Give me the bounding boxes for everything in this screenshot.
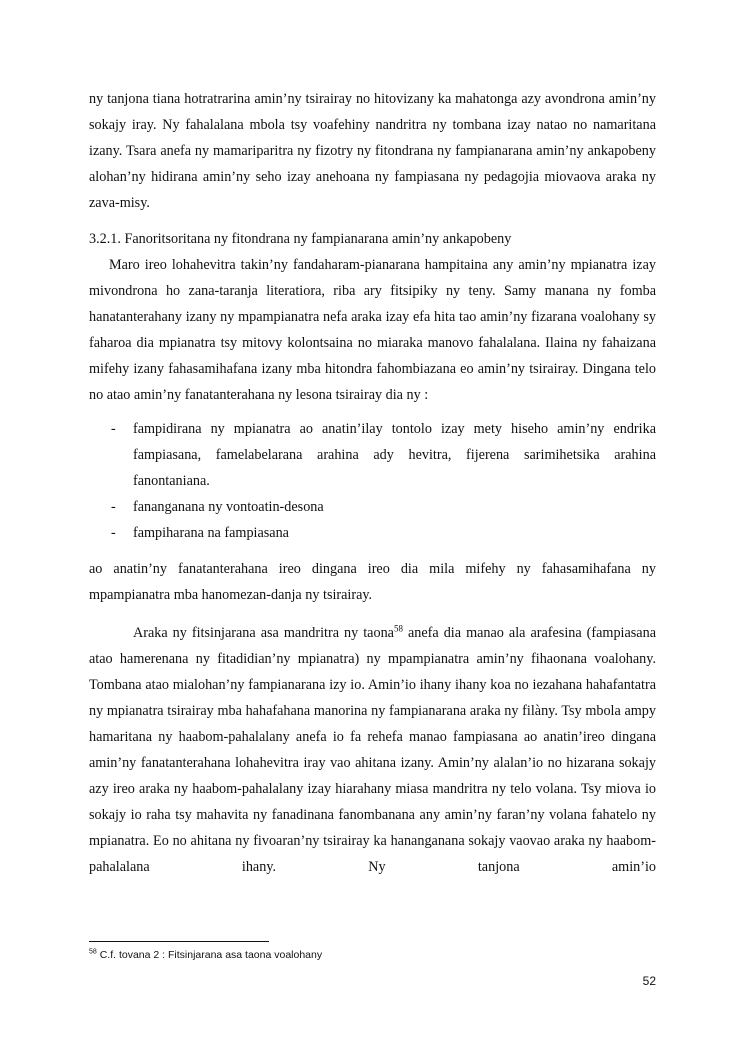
section-heading: 3.2.1. Fanoritsoritana ny fitondrana ny fampianarana amin’ny ankapobeny [89,231,512,247]
list-item-text: fampidirana ny mpianatra ao anatin’ilay tontolo izay mety hiseho amin’ny endrika fampiasana, famelabelarana arahina ady hevitra, fijerena sarimihetsika arahina fanontaniana. [133,421,656,489]
page-number: 52 [642,974,656,988]
list-item [89,416,656,494]
document-body [89,86,656,880]
footnote-reference[interactable]: 58 [393,623,403,634]
paragraph-stages: Maro ireo lohahevitra takin’ny fandaharam-pianarana hampitaina any amin’ny mpianatra izay mivondrona ho zana-taranja literatiora, riba ary fitsipiky ny teny. Samy manana ny fomba hanatanterahany izany ny mpampianatra nefa araka izay efa hita tao amin’ny fizarana voalohany sy faharoa dia mpianatra tsy mitovy kolontsaina no miaraka manovo fahalalana. Ilaina ny fahaizana mifehy izany fahasamihafana izany mba hitondra fahombiazana eo amin’ny tsirairay. Dingana telo no atao amin’ny fanatanterahana ny lesona tsirairay dia ny : [89,257,656,403]
list-item-text: fananganana ny vontoatin-desona [133,499,324,515]
list-item-text: fampiharana na fampiasana [133,525,289,541]
list-dash: - [111,421,116,437]
footnote-divider [89,941,269,942]
footnote [89,948,656,962]
paragraph-assessment-start: Araka ny fitsinjarana asa mandritra ny taona [133,625,394,641]
paragraph-assessment [89,620,656,880]
paragraph-intro: ny tanjona tiana hotratrarina amin’ny tsirairay no hitovizany ka mahatonga azy avondrona amin’ny sokajy iray. Ny fahalalana mbola tsy voafehiny nandritra ny tombana izay natao no namaritana izany. Tsara anefa ny mamariparitra ny fizotry ny fitondrana ny fampianarana amin’ny ankapobeny alohan’ny hidirana amin’ny seho izay anehoana ny fampiasana ny pedagojia miovaova araka ny zava-misy. [89,91,656,211]
list-dash: - [111,499,116,515]
stages-list [89,416,656,546]
list-dash: - [111,525,116,541]
paragraph-differences: ao anatin’ny fanatanterahana ireo dingana ireo dia mila mifehy ny fahasamihafana ny mpampianatra mba hanomezan-danja ny tsirairay. [89,561,656,603]
footnote-number: 58 [89,948,97,956]
list-item [89,520,656,546]
paragraph-assessment-rest: anefa dia manao ala arafesina (fampiasana atao hamerenana ny fitadidian’ny mpianatra) ny mpampianatra amin’ny fihaonana voalohany. Tombana atao mialohan’ny fampianarana izy io. Amin’io ihany ihany koa no iezahana hahafantatra ny mpianatra tsirairay mba hahafahana manorina ny fampianarana araka ny filàny. Tsy mbola ampy hamaritana ny haabom-pahalalany anefa io fa rehefa manao fampiasana ao anatin’ireo dingana amin’ny fanatanterahana lohahevitra iray vao ahitana izany. Amin’ny alalan’io no hizarana sokajy azy ireo araka ny haabom-pahalalany izay hiarahany miasa mandritra ny telo volana. Tsy miova io sokajy io raha tsy mahavita ny fanadinana fanombanana any amin’ny faran’ny volana fahatelo ny mpianatra. Eo no ahitana ny fivoaran’ny tsirairay ka hananganana sokajy vaovao araka ny haabom-pahalalana ihany. Ny tanjona amin’io [89,625,656,875]
list-item [89,494,656,520]
footnote-text: C.f. tovana 2 : Fitsinjarana asa taona voalohany [96,949,323,961]
